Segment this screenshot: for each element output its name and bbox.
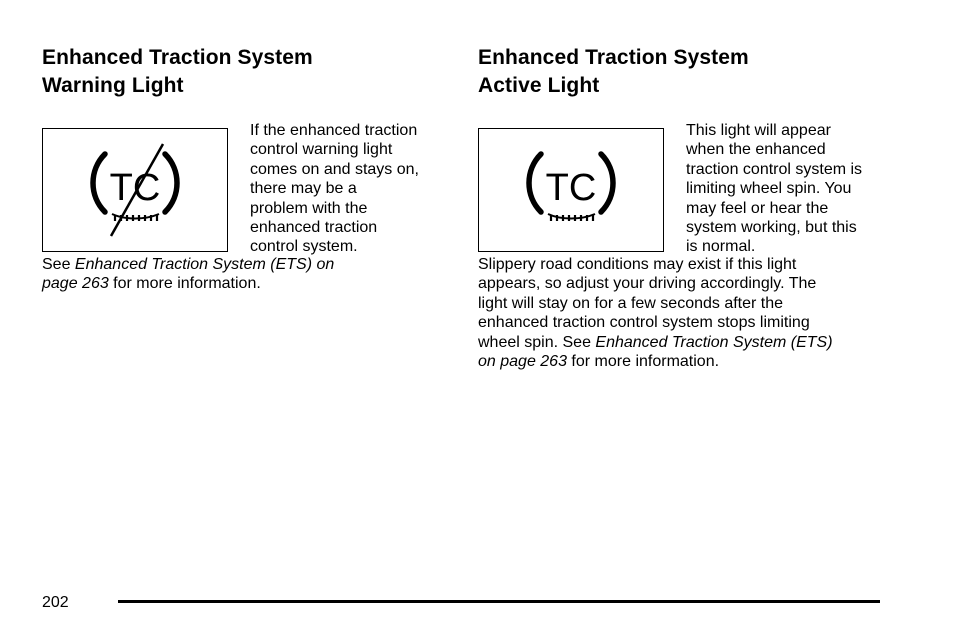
warning-light-description — [250, 121, 419, 257]
section-ets-warning-light — [42, 44, 442, 294]
warning-light-figure — [42, 128, 228, 252]
figure-row — [478, 121, 888, 261]
text-line: is normal. — [686, 238, 756, 256]
text-line: control warning light — [250, 141, 393, 159]
plain-text: wheel spin. See — [478, 333, 596, 351]
text-line: control system. — [250, 238, 358, 256]
text-line: light will stay on for a few seconds after the — [478, 294, 784, 312]
traction-control-icon — [511, 140, 631, 240]
icon-tc-label: TC — [545, 167, 597, 209]
text-line — [42, 274, 442, 293]
section-heading — [478, 44, 888, 100]
text-line: there may be a — [250, 180, 357, 198]
cross-reference-link[interactable]: Enhanced Traction System (ETS) on — [74, 256, 335, 273]
text-line: appears, so adjust your driving accordingly. The — [478, 275, 817, 293]
cross-reference-page[interactable]: on page 263 — [478, 353, 567, 371]
footer-rule — [118, 600, 880, 603]
text-line: If the enhanced traction — [250, 122, 418, 139]
page-number: 202 — [42, 594, 69, 611]
text-line: limiting wheel spin. You — [686, 180, 852, 198]
section-ets-active-light — [478, 44, 888, 371]
text-line: may feel or hear the — [686, 199, 829, 217]
text-line: This light will appear — [686, 122, 831, 139]
text-line: traction control system is — [686, 160, 863, 178]
text-line: enhanced traction control system stops limiting — [478, 314, 810, 332]
cross-reference-page[interactable]: page 263 — [42, 275, 109, 293]
slippery-road-paragraph — [478, 255, 888, 371]
see-text: See — [42, 256, 75, 273]
traction-control-off-icon — [75, 140, 195, 240]
heading-line-1: Enhanced Traction System — [478, 46, 749, 69]
text-line: enhanced traction — [250, 219, 378, 237]
text-line: comes on and stays on, — [250, 160, 419, 178]
text-line: Slippery road conditions may exist if this light — [478, 256, 797, 273]
text-line — [478, 333, 888, 352]
active-light-figure — [478, 128, 664, 252]
text-line: system working, but this — [686, 219, 857, 237]
text-line: when the enhanced — [686, 141, 826, 159]
tail-text: for more information. — [566, 353, 720, 371]
section-heading — [42, 44, 442, 100]
text-line — [478, 352, 888, 371]
icon-tc-label: TC — [109, 167, 161, 209]
tail-text: for more information. — [108, 275, 261, 293]
active-light-description — [686, 121, 862, 257]
text-line: problem with the — [250, 199, 368, 217]
heading-line-2: Active Light — [478, 74, 600, 97]
heading-line-2: Warning Light — [42, 74, 184, 97]
cross-reference-link[interactable]: Enhanced Traction System (ETS) — [595, 333, 833, 351]
heading-line-1: Enhanced Traction System — [42, 46, 313, 69]
figure-row — [42, 121, 442, 261]
